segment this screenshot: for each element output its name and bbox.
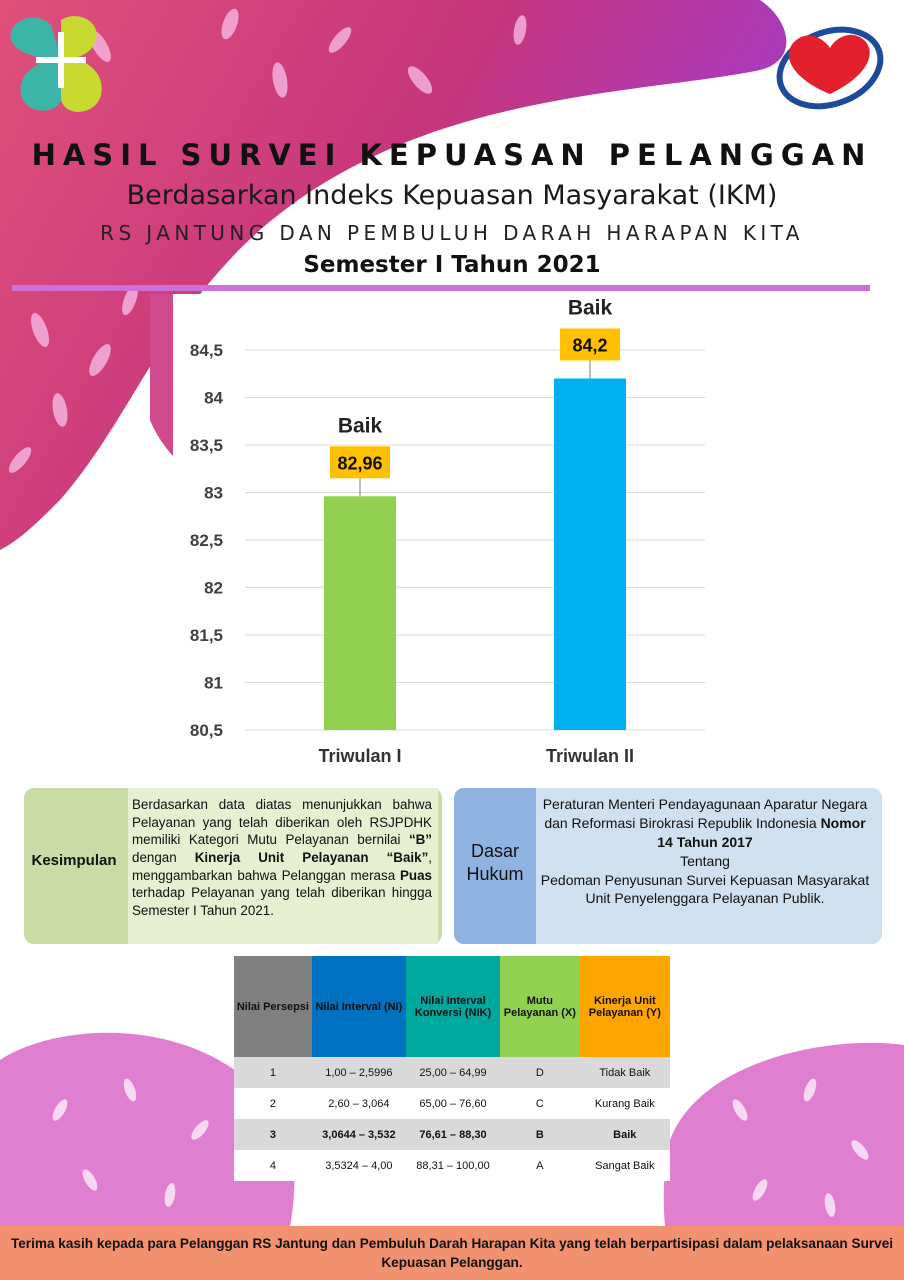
data-label: 84,2 bbox=[572, 335, 608, 356]
table-cell: Baik bbox=[580, 1119, 670, 1150]
legal-basis-label-line: Hukum bbox=[466, 864, 524, 885]
table-cell: Sangat Baik bbox=[580, 1150, 670, 1181]
y-tick-label: 81 bbox=[204, 673, 223, 693]
page-title: HASIL SURVEI KEPUASAN PELANGGAN bbox=[31, 138, 873, 172]
table-cell: 3,5324 – 4,00 bbox=[312, 1150, 406, 1181]
y-tick-label: 83,5 bbox=[189, 436, 223, 455]
table-cell: Kurang Baik bbox=[580, 1088, 670, 1119]
data-label: 82,96 bbox=[337, 453, 383, 474]
table-cell: 2 bbox=[234, 1088, 312, 1119]
y-tick-label: 84,5 bbox=[189, 341, 223, 360]
legal-basis-text-part: Tentang bbox=[680, 852, 730, 869]
table-cell: 76,61 – 88,30 bbox=[406, 1119, 500, 1150]
conclusion-text bbox=[128, 788, 438, 944]
legal-basis-label bbox=[454, 840, 536, 887]
table-row-highlight bbox=[234, 1119, 670, 1150]
hospital-name: RS JANTUNG DAN PEMBULUH DARAH HARAPAN KITA bbox=[100, 221, 804, 245]
table-row bbox=[234, 1057, 670, 1088]
y-tick-label: 81,5 bbox=[189, 626, 223, 645]
table-cell: 1,00 – 2,5996 bbox=[312, 1057, 406, 1088]
table-cell: 88,31 – 100,00 bbox=[406, 1150, 500, 1181]
bar bbox=[554, 379, 626, 731]
y-tick-label: 83 bbox=[204, 483, 223, 503]
y-tick-label: 84 bbox=[204, 388, 223, 408]
conclusion-label: Kesimpulan bbox=[31, 852, 117, 869]
conclusion-text-part: Berdasarkan data diatas menunjukkan bahwa Pelayanan yang telah diberikan oleh RSJPDHK memiliki Kategori Mutu Pelayanan bernilai bbox=[132, 797, 432, 848]
conclusion-text-part: dengan bbox=[132, 850, 195, 866]
y-tick-label: 80,5 bbox=[189, 721, 223, 740]
table-cell: A bbox=[500, 1150, 580, 1181]
x-tick-label: Triwulan II bbox=[545, 746, 635, 766]
table-cell: 65,00 – 76,60 bbox=[406, 1088, 500, 1119]
header-divider bbox=[12, 285, 870, 291]
table-cell: 4 bbox=[234, 1150, 312, 1181]
table-header-row bbox=[234, 956, 670, 1057]
rating-label: Baik bbox=[567, 296, 613, 320]
ikm-interval-table bbox=[234, 956, 670, 1181]
table-header-cell: Kinerja Unit Pelayanan (Y) bbox=[580, 956, 670, 1057]
x-tick-label: Triwulan I bbox=[318, 746, 402, 766]
footer-thanks: Terima kasih kepada para Pelanggan RS Jantung dan Pembuluh Darah Harapan Kita yang telah berpartisipasi dalam pelaksanaan Survei Kepuasan Pelanggan. bbox=[0, 1226, 904, 1280]
y-tick-label: 82,5 bbox=[189, 531, 223, 550]
rating-label: Baik bbox=[337, 414, 383, 438]
chart-svg bbox=[173, 294, 723, 778]
period-label: Semester I Tahun 2021 bbox=[303, 252, 601, 278]
ministry-logo bbox=[6, 10, 116, 125]
table-cell: C bbox=[500, 1088, 580, 1119]
table-header-cell: Nilai Interval Konversi (NIK) bbox=[406, 956, 500, 1057]
table-cell: 3 bbox=[234, 1119, 312, 1150]
table-cell: D bbox=[500, 1057, 580, 1088]
legal-basis-label-line: Dasar bbox=[470, 841, 519, 861]
table-cell: 25,00 – 64,99 bbox=[406, 1057, 500, 1088]
table-row bbox=[234, 1150, 670, 1181]
conclusion-satisfaction: Puas bbox=[399, 867, 432, 883]
table-cell: Tidak Baik bbox=[580, 1057, 670, 1088]
conclusion-text-part: terhadap Pelayanan yang telah diberikan hingga Semester I Tahun 2021. bbox=[132, 885, 432, 919]
conclusion-grade: “B” bbox=[408, 832, 432, 848]
y-tick-label: 82 bbox=[204, 578, 223, 598]
table-cell: B bbox=[500, 1119, 580, 1150]
conclusion-text-part: , menggambarkan bahwa Pelanggan merasa bbox=[132, 850, 433, 883]
legal-basis-text-part: Pedoman Penyusunan Survei Kepuasan Masyarakat Unit Penyelenggara Pelayanan Publik. bbox=[540, 871, 870, 907]
table-cell: 1 bbox=[234, 1057, 312, 1088]
table-header-cell: Mutu Pelayanan (X) bbox=[500, 956, 580, 1057]
legal-basis-text bbox=[540, 795, 870, 908]
table-cell: 2,60 – 3,064 bbox=[312, 1088, 406, 1119]
table-header-cell: Nilai Persepsi bbox=[234, 956, 312, 1057]
page-subtitle: Berdasarkan Indeks Kepuasan Masyarakat (IKM) bbox=[126, 180, 778, 211]
table-header-cell: Nilai Interval (NI) bbox=[312, 956, 406, 1057]
table-cell: 3,0644 – 3,532 bbox=[312, 1119, 406, 1150]
legal-basis-regulation-number: Nomor 14 Tahun 2017 bbox=[657, 814, 866, 850]
bar bbox=[324, 496, 396, 730]
ikm-bar-chart bbox=[173, 294, 723, 778]
table-row bbox=[234, 1088, 670, 1119]
conclusion-performance: Kinerja Unit Pelayanan “Baik” bbox=[194, 850, 429, 866]
hospital-logo bbox=[770, 22, 888, 112]
legal-basis-text-part: Peraturan Menteri Pendayagunaan Aparatur Negara dan Reformasi Birokrasi Republik Indonesia bbox=[542, 796, 868, 831]
